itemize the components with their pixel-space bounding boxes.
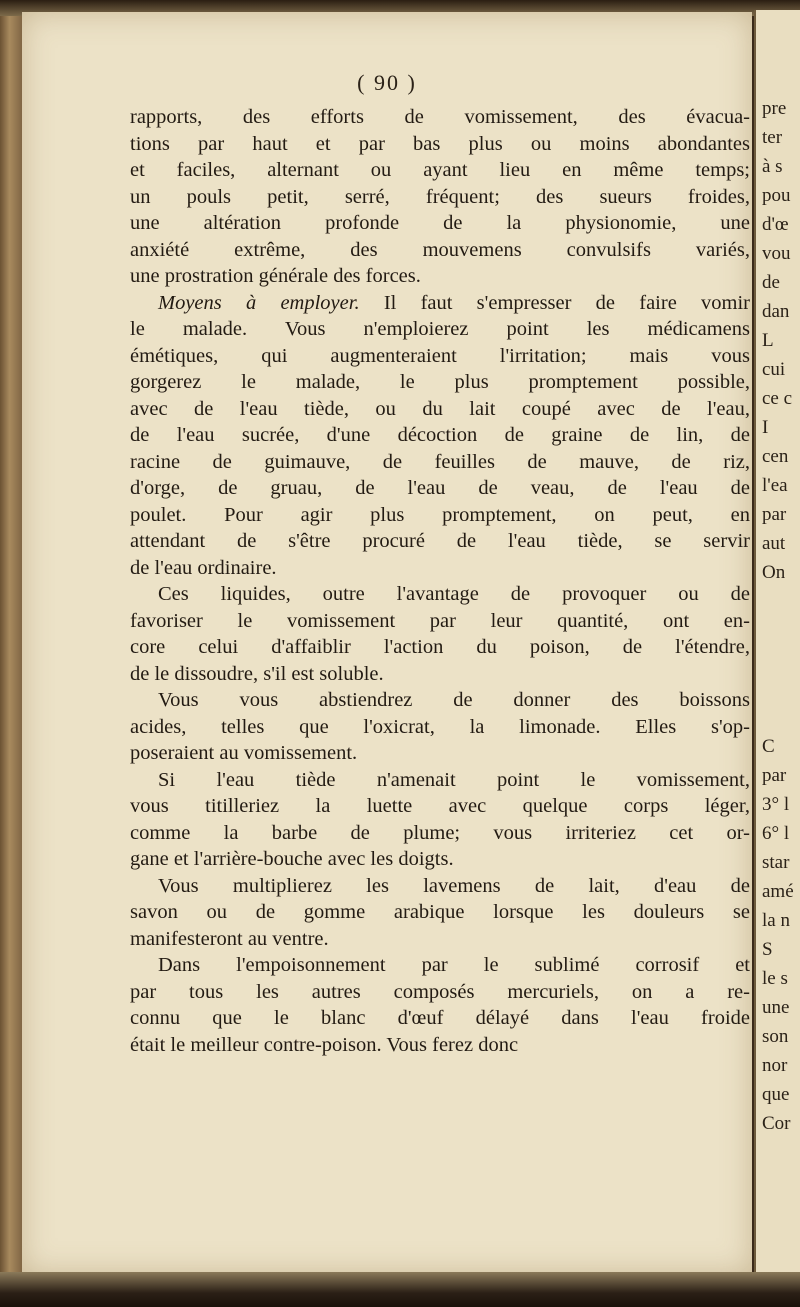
adjacent-page-fragment: d'œ — [762, 214, 789, 235]
text-line: le malade. Vous n'emploierez point les médicamens — [130, 318, 750, 340]
adjacent-page-fragment: ter — [762, 127, 783, 148]
text-line: par tous les autres composés mercuriels, on a re- — [130, 980, 750, 1003]
adjacent-page-fragment: par — [762, 765, 787, 786]
text-line: comme la barbe de plume; vous irriteriez cet or- — [130, 821, 750, 844]
text-line: de l'eau sucrée, d'une décoction de graine de lin, de — [130, 424, 750, 446]
adjacent-page-fragment: à s — [762, 156, 783, 177]
adjacent-page-fragment — [756, 707, 800, 736]
text-line: savon ou de gomme arabique lorsque les douleurs se — [130, 901, 750, 923]
text-line: d'orge, de gruau, de l'eau de veau, de l'eau de — [130, 477, 750, 499]
bottom-edge-shadow — [0, 1272, 800, 1307]
text-line: favoriser le vomissement par leur quantité, ont en- — [130, 609, 750, 632]
text-line: racine de guimauve, de feuilles de mauve, de riz, — [130, 450, 750, 473]
adjacent-page-fragment: nor — [762, 1055, 788, 1076]
text-line: Dans l'empoisonnement par le sublimé corrosif et — [158, 954, 750, 976]
section-heading-italic: Moyens à employer. — [158, 291, 360, 314]
text-line: vous titilleriez la luette avec quelque corps léger, — [130, 795, 750, 817]
adjacent-page-fragment: l'ea — [762, 475, 788, 496]
text-line: émétiques, qui augmenteraient l'irritation; mais vous — [130, 344, 750, 367]
text-line: un pouls petit, serré, fréquent; des sueurs froides, — [130, 185, 750, 208]
text-line: une prostration générale des forces. — [130, 265, 421, 287]
text-line: gorgerez le malade, le plus promptement possible, — [130, 371, 750, 393]
adjacent-page-fragment: L — [762, 330, 774, 351]
text-line: manifesteront au ventre. — [130, 927, 329, 950]
text-line: poseraient au vomissement. — [130, 742, 358, 764]
adjacent-page-fragment: pre — [762, 98, 787, 119]
page-body-text — [130, 104, 750, 1058]
adjacent-page-fragment: 3° l — [762, 794, 790, 815]
text-line: poulet. Pour agir plus promptement, on peut, en — [130, 503, 750, 526]
text-line: anxiété extrême, des mouvemens convulsifs variés, — [130, 238, 750, 261]
text-line — [130, 290, 750, 317]
adjacent-page-fragment: star — [762, 852, 790, 873]
adjacent-page-fragment: de — [762, 272, 780, 293]
adjacent-page-fragment: son — [762, 1026, 789, 1047]
text-line: et faciles, alternant ou ayant lieu en même temps; — [130, 159, 750, 181]
adjacent-page-fragment: vou — [762, 243, 791, 264]
text-line: avec de l'eau tiède, ou du lait coupé avec de l'eau, — [130, 397, 750, 420]
adjacent-page-edge — [754, 10, 800, 1274]
adjacent-page-fragment: C — [762, 736, 775, 757]
adjacent-page-fragment: S — [762, 939, 773, 960]
adjacent-page-fragment: cen — [762, 446, 789, 467]
adjacent-page-fragment: amé — [762, 881, 794, 902]
text-line: rapports, des efforts de vomissement, des évacua- — [130, 106, 750, 128]
adjacent-page-fragment — [756, 620, 800, 649]
book-spine — [0, 0, 24, 1307]
adjacent-page-fragment — [756, 649, 800, 678]
text-line: gane et l'arrière-bouche avec les doigts. — [130, 848, 454, 870]
page-number: ( 90 ) — [357, 70, 417, 95]
adjacent-page-fragment: 6° l — [762, 823, 790, 844]
text-line: connu que le blanc d'œuf délayé dans l'eau froide — [130, 1007, 750, 1029]
text-line: acides, telles que l'oxicrat, la limonade. Elles s'op- — [130, 715, 750, 738]
adjacent-page-fragment: une — [762, 997, 790, 1018]
adjacent-page-fragment: Cor — [762, 1113, 791, 1134]
text-line: attendant de s'être procuré de l'eau tiède, se servir — [130, 530, 750, 552]
text-line: Vous multiplierez les lavemens de lait, d'eau de — [158, 874, 750, 897]
text-line: de l'eau ordinaire. — [130, 556, 277, 579]
adjacent-page-fragment: ce c — [762, 388, 793, 409]
text-line: de le dissoudre, s'il est soluble. — [130, 662, 384, 685]
adjacent-page-fragment: On — [762, 562, 786, 583]
adjacent-page-fragment: que — [762, 1084, 790, 1105]
adjacent-page-fragment — [756, 591, 800, 620]
text-line: Si l'eau tiède n'amenait point le vomissement, — [158, 768, 750, 791]
adjacent-page-fragment: cui — [762, 359, 786, 380]
adjacent-page-fragment: la n — [762, 910, 790, 931]
adjacent-page-fragment — [756, 678, 800, 707]
adjacent-page-fragment: pou — [762, 185, 791, 206]
line-text: Il faut s'empresser de faire vomir — [359, 291, 750, 314]
text-line: était le meilleur contre-poison. Vous ferez donc — [130, 1033, 519, 1056]
text-line: une altération profonde de la physionomie, une — [130, 212, 750, 234]
adjacent-page-fragment: par — [762, 504, 787, 525]
text-line: Vous vous abstiendrez de donner des boissons — [158, 689, 750, 711]
adjacent-page-fragment: dan — [762, 301, 790, 322]
text-line: core celui d'affaiblir l'action du poison, de l'étendre, — [130, 636, 750, 658]
adjacent-page-fragment: aut — [762, 533, 786, 554]
text-line: Ces liquides, outre l'avantage de provoquer ou de — [158, 583, 750, 605]
book-page — [22, 12, 752, 1274]
text-line: tions par haut et par bas plus ou moins abondantes — [130, 132, 750, 155]
adjacent-page-fragment: I — [762, 417, 769, 438]
adjacent-page-fragment: le s — [762, 968, 788, 989]
